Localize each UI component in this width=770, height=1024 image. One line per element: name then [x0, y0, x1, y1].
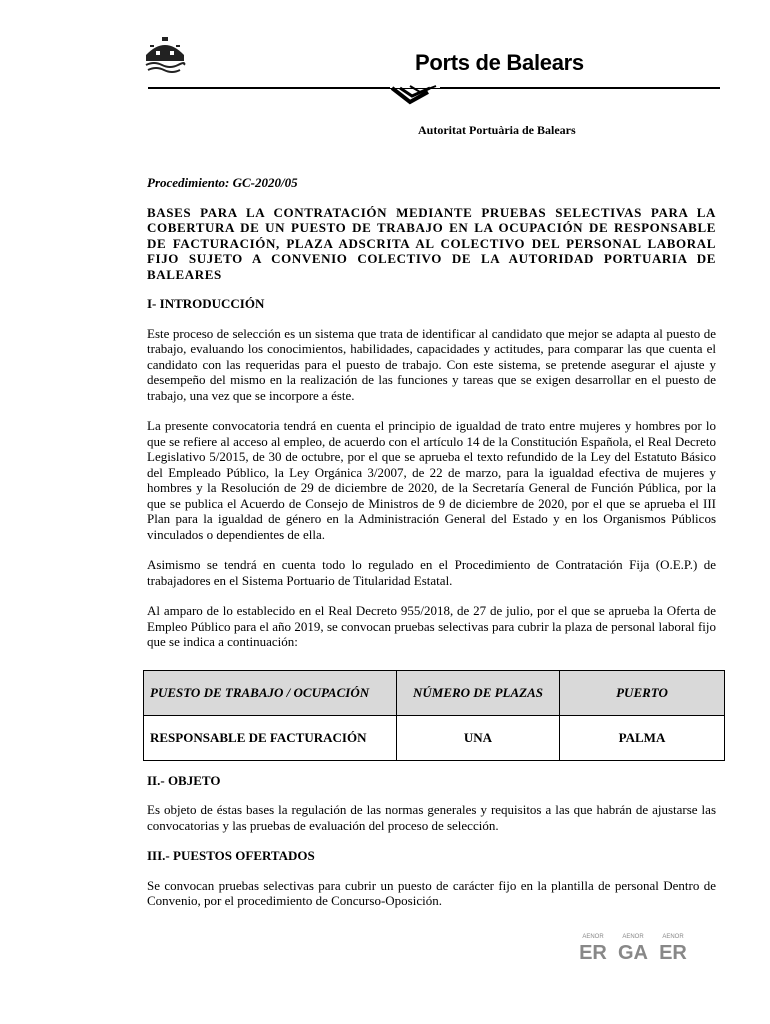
table-header-row [144, 670, 725, 715]
authority-name: Autoritat Portuària de Balears [418, 123, 576, 137]
cert-label: AENOR [662, 934, 684, 940]
document-body [147, 175, 716, 924]
cert-mark: ER [659, 942, 687, 964]
table-cell: RESPONSABLE DE FACTURACIÓN [144, 715, 397, 760]
wave-logo-icon [390, 82, 440, 108]
paragraph: Se convocan pruebas selectivas para cubrir un puesto de carácter fijo en la plantilla de personal Dentro de Convenio, por el procedimiento de Concurso-Oposición. [147, 877, 716, 908]
procedure-code: Procedimiento: GC-2020/05 [147, 175, 298, 190]
brand-name: Ports de Balears [415, 50, 584, 75]
port-authority-emblem-icon [142, 33, 188, 75]
aenor-ga-cert-icon [616, 934, 650, 994]
section-heading-introduccion: I- INTRODUCCIÓN [147, 296, 265, 311]
table-cell: UNA [397, 715, 560, 760]
table-header-cell: PUESTO DE TRABAJO / OCUPACIÓN [144, 670, 397, 715]
table-row [144, 715, 725, 760]
section-heading-objeto: II.- OBJETO [147, 772, 221, 788]
table-cell: PALMA [560, 715, 725, 760]
table-header-cell: PUERTO [560, 670, 725, 715]
paragraph: La presente convocatoria tendrá en cuenta el principio de igualdad de trato entre mujeres y hombres por lo que se refiere al acceso al empleo, de acuerdo con el artículo 14 de la Constitución Española, el Real Decreto Legislativo 5/2015, de 30 de octubre, por el que se aprueba el texto refundido de la Ley del Estatuto Básico del Empleado Público, la Ley Orgánica 3/2007, de 22 de marzo, para la igualdad efectiva de mujeres y hombres y la Resolución de 29 de diciembre de 2020, de la Secretaría General de Función Pública, por la que se publica el Acuerdo de Consejo de Ministros de 9 de diciembre de 2020, por el que se aprueba el III Plan para la igualdad de género en la Administración General del Estado y en los Organismos Públicos vinculados o dependientes de ella. [147, 418, 716, 542]
cert-label: AENOR [622, 934, 644, 940]
paragraph: Es objeto de éstas bases la regulación de las normas generales y requisitos a las que habrán de ajustarse las convocatorias y las pruebas de evaluación del proceso de selección. [147, 802, 716, 833]
paragraph: Este proceso de selección es un sistema que trata de identificar al candidato que mejor se adapta al puesto de trabajo, evaluando los conocimientos, habilidades, capacidades y actitudes, para comparar las que cuenta el candidato con las requeridas para el puesto de trabajo. Con este sistema, se pretende asegurar el ajuste y desempeño del mismo en la realización de las funciones y tareas que se exigen desarrollar en el puesto de trabajo, una vez que se incorpore a éste. [147, 325, 716, 403]
cert-mark: GA [618, 942, 648, 964]
cert-label: AENOR [582, 934, 604, 940]
certification-logos [576, 934, 692, 994]
document-title: BASES PARA LA CONTRATACIÓN MEDIANTE PRUEBAS SELECTIVAS PARA LA COBERTURA DE UN PUESTO DE TRABAJO EN LA OCUPACIÓN DE RESPONSABLE DE FACTURACIÓN, PLAZA ADSCRITA AL COLECTIVO DEL PERSONAL LABORAL FIJO SUJETO A CONVENIO COLECTIVO DE LA AUTORIDAD PORTUARIA DE BALEARES [147, 204, 716, 282]
table-header-cell: NÚMERO DE PLAZAS [397, 670, 560, 715]
cert-mark: ER [579, 942, 607, 964]
aenor-er-cert-icon [576, 934, 610, 994]
aenor-er-cert-icon [656, 934, 690, 994]
paragraph: Asimismo se tendrá en cuenta todo lo regulado en el Procedimiento de Contratación Fija (O.E.P.) de trabajadores en el Sistema Portuario de Titularidad Estatal. [147, 557, 716, 588]
positions-table [143, 670, 725, 761]
section-heading-puestos-ofertados: III.- PUESTOS OFERTADOS [147, 848, 315, 863]
paragraph: Al amparo de lo establecido en el Real Decreto 955/2018, de 27 de julio, por el que se aprueba la Oferta de Empleo Público para el año 2019, se convocan pruebas selectivas para cubrir la plaza de personal laboral fijo que se indica a continuación: [147, 603, 716, 649]
